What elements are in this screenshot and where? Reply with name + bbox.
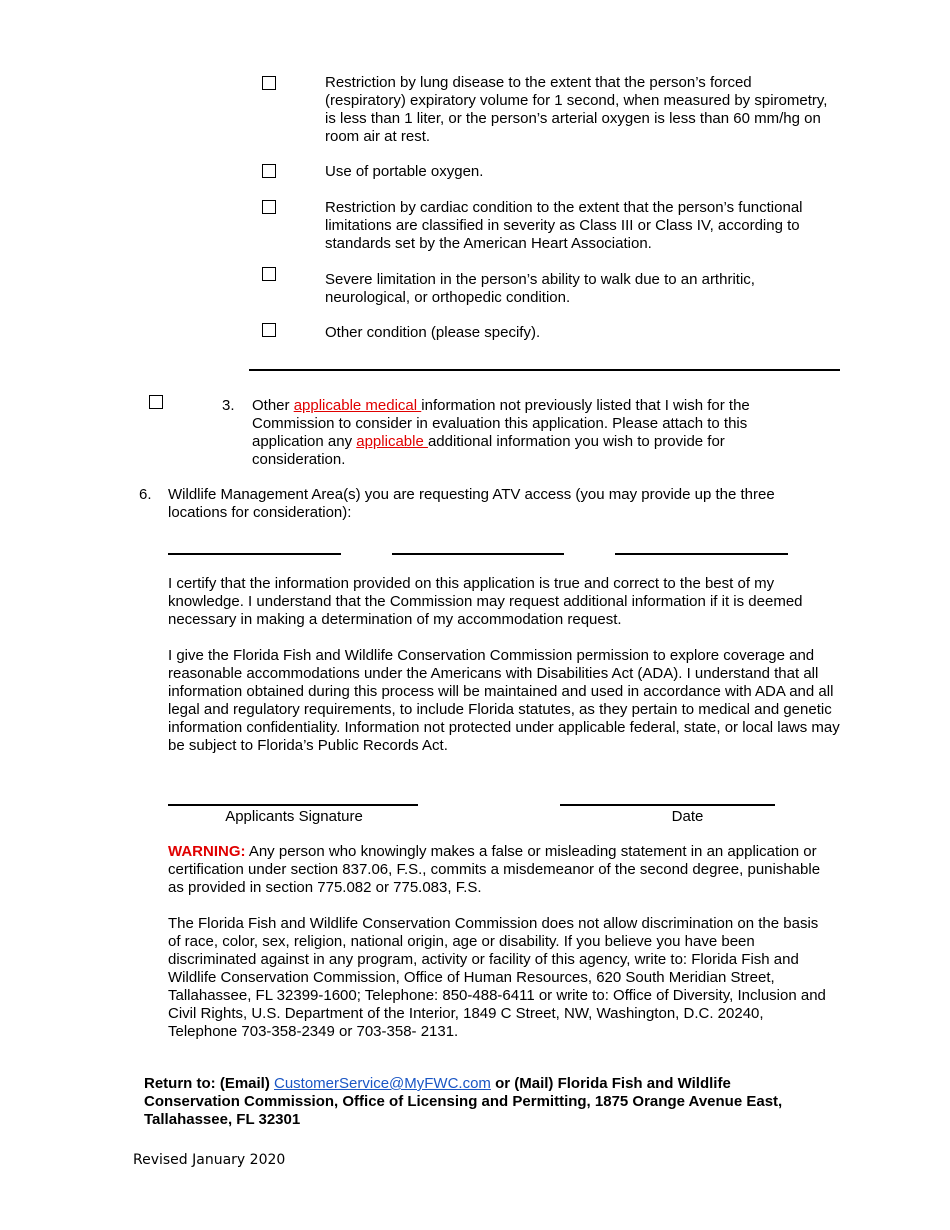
revised-date: Revised January 2020 [133,1152,286,1168]
condition-other-checkbox[interactable] [262,323,276,337]
warning-paragraph [168,843,828,897]
condition-cardiac-text: Restriction by cardiac condition to the extent that the person’s functional limitations are classified in severity as Class III or Class IV, according to standards set by the American Heart Association. [325,199,803,252]
item3-text [252,397,782,469]
wma-location-2-line[interactable] [392,553,564,555]
warning-label: WARNING: [168,843,246,860]
item3-text-part2: information not previously listed that I wish for the Commission to consider in evaluation this application. Please attach to this application any [252,397,750,450]
item3-highlight-applicable-medical: applicable medical [293,397,422,414]
condition-walk-text: Severe limitation in the person’s ability to walk due to an arthritic, neurological, or orthopedic condition. [325,271,755,306]
condition-lung-checkbox[interactable] [262,76,276,90]
condition-walk-checkbox[interactable] [262,267,276,281]
return-to-address: or (Mail) Florida Fish and Wildlife Conservation Commission, Office of Licensing and Permitting, 1875 Orange Avenue East, Tallahassee, FL 32301 [144,1075,783,1128]
condition-lung-text: Restriction by lung disease to the extent that the person’s forced (respiratory) expiratory volume for 1 second, when measured by spirometry, is less than 1 liter, or the person’s arterial oxygen is less than 60 mm/hg on room air at rest. [325,74,828,145]
date-label: Date [671,808,704,825]
section-divider [249,369,840,371]
condition-other-text: Other condition (please specify). [325,324,541,341]
date-line[interactable] [560,804,775,806]
customer-service-email-link[interactable]: CustomerService@MyFWC.com [274,1075,491,1092]
ada-permission-paragraph: I give the Florida Fish and Wildlife Conservation Commission permission to explore coverage and reasonable accommodations under the Americans with Disabilities Act (ADA). I understand that all information obtained during this process will be maintained and used in accordance with ADA and all legal and regulatory requirements, to include Florida statutes, as they pertain to medical and genetic information confidentiality. Information not protected under applicable federal, state, or local laws may be subject to Florida’s Public Records Act. [168,647,840,754]
item6-text: Wildlife Management Area(s) you are requesting ATV access (you may provide up the three locations for consideration): [168,486,775,521]
item3-number: 3. [222,397,235,414]
return-to-paragraph [144,1075,824,1129]
wma-location-3-line[interactable] [615,553,788,555]
signature-line[interactable] [168,804,418,806]
condition-oxygen-text: Use of portable oxygen. [325,163,484,180]
item3-highlight-applicable: applicable [356,433,428,450]
return-to-label: Return to: (Email) [144,1075,274,1092]
nondiscrimination-paragraph: The Florida Fish and Wildlife Conservation Commission does not allow discrimination on the basis of race, color, sex, religion, national origin, age or disability. If you believe you have been discriminated against in any program, activity or facility of this agency, write to: Florida Fish and Wildlife Conservation Commission, Office of Human Resources, 620 South Meridian Street, Tallahassee, FL 32399-1600; Telephone: 850-488-6411 or write to: Office of Diversity, Inclusion and Civil Rights, U.S. Department of the Interior, 1849 C Street, NW, Washington, D.C. 20240, Telephone 703-358-2349 or 703-358- 2131. [168,915,826,1040]
certify-paragraph: I certify that the information provided on this application is true and correct to the best of my knowledge. I understand that the Commission may request additional information if it is deemed necessary in making a determination of my accommodation request. [168,575,803,628]
item3-text-part1: Other [252,397,294,414]
item3-checkbox[interactable] [149,395,163,409]
signature-label: Applicants Signature [225,808,363,825]
condition-cardiac-checkbox[interactable] [262,200,276,214]
wma-location-1-line[interactable] [168,553,341,555]
item6-number: 6. [139,486,152,503]
item3-text-part3: additional information you wish to provide for consideration. [252,433,725,468]
warning-text: Any person who knowingly makes a false or misleading statement in an application or certification under section 837.06, F.S., commits a misdemeanor of the second degree, punishable as provided in section 775.082 or 775.083, F.S. [168,843,821,896]
condition-oxygen-checkbox[interactable] [262,164,276,178]
